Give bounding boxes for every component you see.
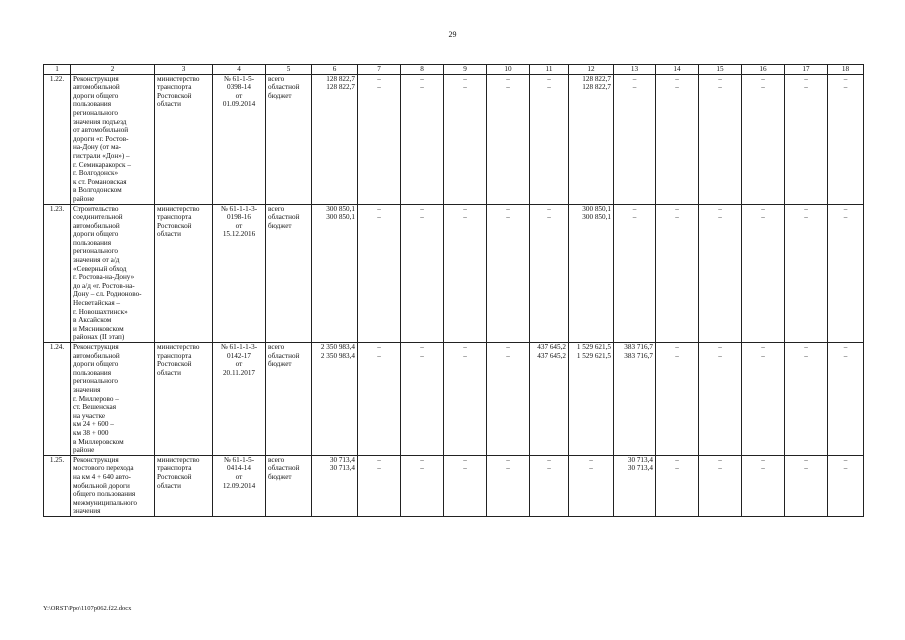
amount-value: – xyxy=(843,74,848,83)
contract-number-line: от xyxy=(235,360,243,369)
object-name-line: значения xyxy=(73,507,101,516)
responsible-org-line: министерство xyxy=(157,343,200,351)
year-amount-cell xyxy=(444,343,487,456)
object-name-line: в Миллеровском xyxy=(73,437,124,446)
object-name-line: дороги общего xyxy=(73,91,119,100)
amount-value: 2 350 983,4 xyxy=(320,351,355,360)
object-name-line: регионального xyxy=(73,247,118,256)
amount-value: – xyxy=(632,74,637,83)
amount-value: – xyxy=(718,204,722,213)
responsible-org xyxy=(155,74,213,204)
object-name-line: на-Дону (от ма- xyxy=(73,143,122,152)
amount-value: – xyxy=(718,213,722,222)
funding-source-line: областной xyxy=(268,351,300,360)
year-amount-cell xyxy=(487,455,530,516)
year-amount-cell xyxy=(614,204,656,343)
amount-value: – xyxy=(718,351,722,360)
amount-value: 437 645,2 xyxy=(537,351,566,360)
year-amount-cell xyxy=(401,343,444,456)
object-name-line: г. Волгодонск» xyxy=(73,169,119,178)
responsible-org-line: транспорта xyxy=(157,464,192,473)
amount-value: – xyxy=(761,74,765,83)
column-number: 4 xyxy=(213,65,266,75)
table-row xyxy=(44,74,864,204)
program-table xyxy=(43,64,864,517)
funding-source-line: бюджет xyxy=(268,472,292,481)
amount-value: – xyxy=(718,464,722,473)
amount-value: – xyxy=(804,74,808,83)
year-amount-cell xyxy=(699,74,742,204)
object-name-line: км 38 + 000 xyxy=(73,428,109,437)
year-amount-cell xyxy=(785,74,828,204)
amount-value: – xyxy=(718,343,722,351)
amount-value: 128 822,7 xyxy=(326,74,355,83)
responsible-org-line: транспорта xyxy=(157,83,192,92)
amount-value: – xyxy=(463,204,467,213)
row-number: 1.23. xyxy=(44,204,71,343)
year-amount-cell xyxy=(569,343,614,456)
amount-value: – xyxy=(377,74,381,83)
object-name-line: регионального xyxy=(73,108,118,117)
amount-value: – xyxy=(420,74,424,83)
amount-value: – xyxy=(804,455,808,464)
amount-value: 30 713,4 xyxy=(329,464,355,473)
object-name-line: «Северный обход xyxy=(73,264,127,273)
responsible-org-line: Ростовской xyxy=(157,91,192,100)
object-name-line: гистрали «Дон») – xyxy=(73,151,130,160)
amount-value: – xyxy=(547,204,551,213)
contract-number-line: 0398-14 xyxy=(227,83,251,92)
object-name-line: автомобильной xyxy=(73,351,120,360)
object-name-line: значения от а/д xyxy=(73,256,120,265)
contract-number-line: 0198-16 xyxy=(227,213,251,222)
amount-value: – xyxy=(761,351,765,360)
year-amount-cell xyxy=(828,204,864,343)
amount-value: – xyxy=(843,343,848,351)
amount-value: – xyxy=(718,455,722,464)
column-number: 11 xyxy=(530,65,569,75)
amount-value: 30 713,4 xyxy=(627,455,653,464)
amount-value: – xyxy=(589,464,593,473)
contract-number-line: от xyxy=(235,472,243,481)
amount-value: – xyxy=(506,464,510,473)
funding-source xyxy=(266,74,312,204)
year-amount-cell xyxy=(742,343,785,456)
object-name-line: межмуниципального xyxy=(73,498,137,507)
amount-value: – xyxy=(632,213,637,222)
amount-value: 1 529 621,5 xyxy=(576,343,611,351)
column-number-row xyxy=(44,65,864,75)
contract-number-line: от xyxy=(235,221,243,230)
amount-value: – xyxy=(675,213,679,222)
object-name xyxy=(71,343,155,456)
object-name-line: районе xyxy=(73,194,95,203)
year-amount-cell xyxy=(614,343,656,456)
amount-value: 300 850,1 xyxy=(326,213,355,222)
object-name-line: автомобильной xyxy=(73,83,120,92)
amount-value: – xyxy=(718,83,722,92)
amount-value: – xyxy=(506,204,510,213)
year-amount-cell xyxy=(401,204,444,343)
contract-number-line: от xyxy=(235,91,243,100)
amount-value: – xyxy=(547,74,551,83)
column-number: 13 xyxy=(614,65,656,75)
contract-number-line: 0142-17 xyxy=(227,351,251,360)
amount-value: – xyxy=(420,343,424,351)
funding-source-line: всего xyxy=(268,204,285,213)
column-number: 9 xyxy=(444,65,487,75)
column-number: 8 xyxy=(401,65,444,75)
amount-value: – xyxy=(843,204,848,213)
column-number: 12 xyxy=(569,65,614,75)
amount-value: 300 850,1 xyxy=(326,204,355,213)
year-amount-cell xyxy=(444,455,487,516)
amount-value: – xyxy=(420,455,424,464)
object-name-line: соединительной xyxy=(73,213,123,222)
total-amount-cell xyxy=(312,204,358,343)
amount-value: 437 645,2 xyxy=(537,343,566,351)
object-name-line: г. Ростова-на-Дону» xyxy=(73,273,135,282)
object-name xyxy=(71,455,155,516)
amount-value: – xyxy=(843,213,848,222)
contract-number-line: 01.09.2014 xyxy=(222,100,256,109)
contract-number-line: 15.12.2016 xyxy=(222,230,256,239)
responsible-org-line: Ростовской xyxy=(157,472,192,481)
amount-value: – xyxy=(804,343,808,351)
amount-value: – xyxy=(420,83,424,92)
amount-value: – xyxy=(377,83,381,92)
column-number: 7 xyxy=(358,65,401,75)
amount-value: – xyxy=(675,351,679,360)
object-name-line: в Аксайском xyxy=(73,316,112,325)
amount-value: 128 822,7 xyxy=(582,83,611,92)
year-amount-cell xyxy=(358,74,401,204)
year-amount-cell xyxy=(785,343,828,456)
amount-value: 30 713,4 xyxy=(627,464,653,473)
object-name-line: Несветайская – xyxy=(73,299,121,308)
object-name-line: Реконструкция xyxy=(73,343,119,351)
funding-source-line: всего xyxy=(268,74,285,83)
column-number: 15 xyxy=(699,65,742,75)
object-name-line: дороги «г. Ростов- xyxy=(73,134,129,143)
year-amount-cell xyxy=(742,74,785,204)
year-amount-cell xyxy=(401,74,444,204)
object-name-line: г. Семикаракорск – xyxy=(73,160,131,169)
year-amount-cell xyxy=(569,204,614,343)
amount-value: – xyxy=(675,74,679,83)
contract-number-line: № 61-1-1-3- xyxy=(220,343,258,351)
amount-value: 128 822,7 xyxy=(326,83,355,92)
object-name-line: мостового перехода xyxy=(73,464,134,473)
object-name-line: мобильной дороги xyxy=(73,481,130,490)
object-name-line: и Мясниковском xyxy=(73,324,124,333)
year-amount-cell xyxy=(487,74,530,204)
table-row xyxy=(44,455,864,516)
object-name-line: г. Новошахтинск» xyxy=(73,307,128,316)
responsible-org xyxy=(155,343,213,456)
amount-value: – xyxy=(804,464,808,473)
amount-value: – xyxy=(675,343,679,351)
amount-value: – xyxy=(675,204,679,213)
table-row xyxy=(44,343,864,456)
total-amount-cell xyxy=(312,74,358,204)
column-number: 6 xyxy=(312,65,358,75)
amount-value: 128 822,7 xyxy=(582,74,611,83)
object-name-line: Строительство xyxy=(73,204,119,213)
object-name-line: районах (II этап) xyxy=(73,333,125,342)
amount-value: – xyxy=(506,213,510,222)
amount-value: – xyxy=(420,464,424,473)
year-amount-cell xyxy=(444,204,487,343)
amount-value: 300 850,1 xyxy=(582,213,611,222)
object-name-line: дороги общего xyxy=(73,360,119,369)
responsible-org-line: области xyxy=(157,230,182,239)
amount-value: – xyxy=(463,464,467,473)
contract-number xyxy=(213,204,266,343)
object-name-line: пользования xyxy=(73,368,112,377)
object-name-line: до а/д «г. Ростов-на- xyxy=(73,281,135,290)
column-number: 5 xyxy=(266,65,312,75)
column-number: 1 xyxy=(44,65,71,75)
amount-value: – xyxy=(761,204,765,213)
column-number: 14 xyxy=(656,65,699,75)
table-row xyxy=(44,204,864,343)
year-amount-cell xyxy=(656,455,699,516)
amount-value: – xyxy=(506,351,510,360)
amount-value: – xyxy=(463,351,467,360)
contract-number-line: № 61-1-1-3- xyxy=(220,204,258,213)
year-amount-cell xyxy=(828,74,864,204)
amount-value: – xyxy=(675,83,679,92)
funding-source xyxy=(266,204,312,343)
responsible-org-line: области xyxy=(157,481,182,490)
responsible-org-line: области xyxy=(157,100,182,109)
object-name-line: районе xyxy=(73,446,95,455)
amount-value: – xyxy=(547,213,551,222)
contract-number xyxy=(213,455,266,516)
amount-value: – xyxy=(589,455,593,464)
object-name-line: в Волгодонском xyxy=(73,186,122,195)
year-amount-cell xyxy=(785,455,828,516)
column-number: 10 xyxy=(487,65,530,75)
responsible-org-line: Ростовской xyxy=(157,360,192,369)
amount-value: – xyxy=(506,343,510,351)
funding-source-line: бюджет xyxy=(268,360,292,369)
amount-value: – xyxy=(718,74,722,83)
column-number: 3 xyxy=(155,65,213,75)
year-amount-cell xyxy=(828,455,864,516)
object-name-line: общего пользования xyxy=(73,490,136,499)
amount-value: – xyxy=(463,74,467,83)
year-amount-cell xyxy=(358,343,401,456)
contract-number-line: 12.09.2014 xyxy=(222,481,256,490)
year-amount-cell xyxy=(828,343,864,456)
amount-value: – xyxy=(463,83,467,92)
responsible-org xyxy=(155,455,213,516)
amount-value: – xyxy=(675,455,679,464)
amount-value: 1 529 621,5 xyxy=(576,351,611,360)
year-amount-cell xyxy=(614,74,656,204)
responsible-org-line: области xyxy=(157,368,182,377)
object-name-line: Реконструкция xyxy=(73,74,119,83)
year-amount-cell xyxy=(444,74,487,204)
amount-value: – xyxy=(377,213,381,222)
funding-source xyxy=(266,455,312,516)
object-name-line: значения xyxy=(73,385,101,394)
year-amount-cell xyxy=(530,74,569,204)
amount-value: – xyxy=(632,204,637,213)
object-name-line: г. Миллерово – xyxy=(73,394,119,403)
amount-value: – xyxy=(804,351,808,360)
contract-number xyxy=(213,74,266,204)
amount-value: 383 716,7 xyxy=(624,343,653,351)
responsible-org-line: министерство xyxy=(157,455,200,464)
year-amount-cell xyxy=(656,74,699,204)
year-amount-cell xyxy=(656,204,699,343)
year-amount-cell xyxy=(569,74,614,204)
year-amount-cell xyxy=(487,343,530,456)
year-amount-cell xyxy=(401,455,444,516)
contract-number xyxy=(213,343,266,456)
file-path-footer: Y:\ORST\Ppo\1107p062.f22.docx xyxy=(43,605,132,612)
amount-value: – xyxy=(463,343,467,351)
amount-value: – xyxy=(804,204,808,213)
funding-source-line: бюджет xyxy=(268,91,292,100)
year-amount-cell xyxy=(358,204,401,343)
amount-value: – xyxy=(761,343,765,351)
row-number: 1.24. xyxy=(44,343,71,456)
amount-value: – xyxy=(804,213,808,222)
funding-source-line: всего xyxy=(268,343,285,351)
object-name-line: Реконструкция xyxy=(73,455,119,464)
column-number: 17 xyxy=(785,65,828,75)
amount-value: – xyxy=(547,455,551,464)
year-amount-cell xyxy=(699,204,742,343)
page-number: 29 xyxy=(448,30,457,39)
column-number: 2 xyxy=(71,65,155,75)
object-name-line: значения подъезд xyxy=(73,117,127,126)
amount-value: – xyxy=(804,83,808,92)
responsible-org-line: транспорта xyxy=(157,213,192,222)
object-name-line: регионального xyxy=(73,377,118,386)
funding-source-line: областной xyxy=(268,213,300,222)
amount-value: – xyxy=(547,464,551,473)
year-amount-cell xyxy=(614,455,656,516)
object-name xyxy=(71,74,155,204)
amount-value: – xyxy=(632,83,637,92)
funding-source-line: всего xyxy=(268,455,285,464)
year-amount-cell xyxy=(358,455,401,516)
amount-value: – xyxy=(377,204,381,213)
amount-value: – xyxy=(420,204,424,213)
amount-value: – xyxy=(506,74,510,83)
amount-value: – xyxy=(377,464,381,473)
year-amount-cell xyxy=(569,455,614,516)
amount-value: – xyxy=(463,213,467,222)
year-amount-cell xyxy=(742,204,785,343)
year-amount-cell xyxy=(699,455,742,516)
funding-source xyxy=(266,343,312,456)
object-name-line: Дону – сл. Родионово- xyxy=(73,290,142,299)
object-name-line: от автомобильной xyxy=(73,126,129,135)
amount-value: – xyxy=(761,455,765,464)
year-amount-cell xyxy=(785,204,828,343)
amount-value: 300 850,1 xyxy=(582,204,611,213)
responsible-org-line: министерство xyxy=(157,204,200,213)
object-name-line: к ст. Романовская xyxy=(73,177,127,186)
amount-value: 30 713,4 xyxy=(329,455,355,464)
column-number: 16 xyxy=(742,65,785,75)
object-name xyxy=(71,204,155,343)
amount-value: – xyxy=(843,464,848,473)
funding-source-line: областной xyxy=(268,464,300,473)
year-amount-cell xyxy=(530,455,569,516)
year-amount-cell xyxy=(656,343,699,456)
contract-number-line: 0414-14 xyxy=(227,464,251,473)
responsible-org-line: транспорта xyxy=(157,351,192,360)
amount-value: – xyxy=(761,83,765,92)
funding-source-line: областной xyxy=(268,83,300,92)
amount-value: – xyxy=(463,455,467,464)
amount-value: 383 716,7 xyxy=(624,351,653,360)
row-number: 1.25. xyxy=(44,455,71,516)
object-name-line: км 24 + 600 – xyxy=(73,420,114,429)
object-name-line: пользования xyxy=(73,100,112,109)
object-name-line: ст. Вешенская xyxy=(73,403,117,412)
year-amount-cell xyxy=(699,343,742,456)
year-amount-cell xyxy=(487,204,530,343)
year-amount-cell xyxy=(530,343,569,456)
amount-value: – xyxy=(377,455,381,464)
amount-value: – xyxy=(843,83,848,92)
amount-value: 2 350 983,4 xyxy=(320,343,355,351)
object-name-line: на км 4 + 640 авто- xyxy=(73,472,131,481)
amount-value: – xyxy=(506,83,510,92)
amount-value: – xyxy=(547,83,551,92)
amount-value: – xyxy=(420,213,424,222)
amount-value: – xyxy=(420,351,424,360)
year-amount-cell xyxy=(742,455,785,516)
contract-number-line: 20.11.2017 xyxy=(222,368,256,377)
funding-source-line: бюджет xyxy=(268,221,292,230)
object-name-line: автомобильной xyxy=(73,221,120,230)
object-name-line: дороги общего xyxy=(73,230,119,239)
object-name-line: на участке xyxy=(73,411,106,420)
total-amount-cell xyxy=(312,455,358,516)
amount-value: – xyxy=(377,351,381,360)
amount-value: – xyxy=(377,343,381,351)
amount-value: – xyxy=(761,464,765,473)
responsible-org-line: министерство xyxy=(157,74,200,83)
object-name-line: пользования xyxy=(73,238,112,247)
contract-number-line: № 61-1-5- xyxy=(223,455,255,464)
responsible-org-line: Ростовской xyxy=(157,221,192,230)
contract-number-line: № 61-1-5- xyxy=(223,74,255,83)
responsible-org xyxy=(155,204,213,343)
total-amount-cell xyxy=(312,343,358,456)
amount-value: – xyxy=(843,455,848,464)
amount-value: – xyxy=(506,455,510,464)
amount-value: – xyxy=(675,464,679,473)
row-number: 1.22. xyxy=(44,74,71,204)
amount-value: – xyxy=(843,351,848,360)
amount-value: – xyxy=(761,213,765,222)
column-number: 18 xyxy=(828,65,864,75)
year-amount-cell xyxy=(530,204,569,343)
